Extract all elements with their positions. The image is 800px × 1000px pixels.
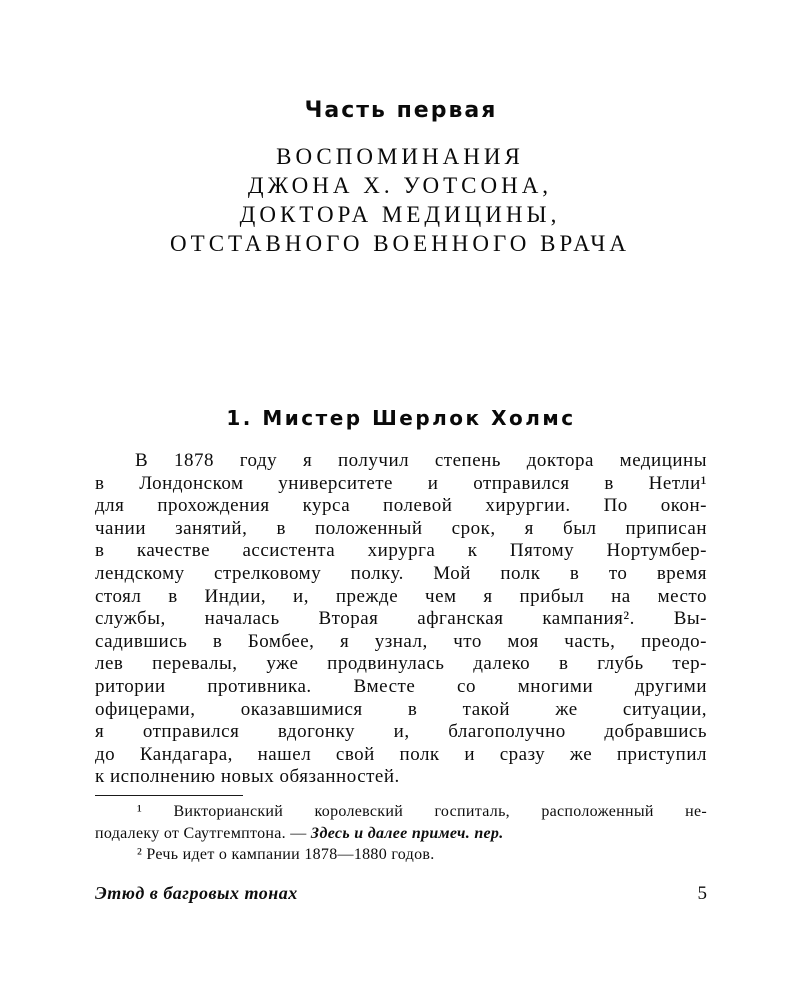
body-line: садившись в Бомбее, я узнал, что моя часть, преодо- <box>95 630 707 652</box>
subtitle-line: ОТСТАВНОГО ВОЕННОГО ВРАЧА <box>170 231 630 256</box>
memoir-subtitle <box>60 142 740 258</box>
footnotes <box>95 801 707 866</box>
page-number: 5 <box>697 883 707 904</box>
footnote-1-emphasis: Здесь и далее примеч. пер. <box>310 824 504 842</box>
part-title: Часть первая <box>304 98 498 123</box>
footnote-1-text: подалеку от Саутгемптона. — <box>95 824 311 842</box>
body-line: офицерами, оказавшимися в такой же ситуации, <box>95 698 707 720</box>
chapter-title: 1. Мистер Шерлок Холмс <box>226 406 576 430</box>
body-line: в качестве ассистента хирурга к Пятому Нортумбер- <box>95 540 707 562</box>
body-line: ритории противника. Вместе со многими другими <box>95 675 707 697</box>
body-line: для прохождения курса полевой хирургии. По окон- <box>95 495 707 517</box>
body-line: я отправился вдогонку и, благополучно добравшись <box>95 721 707 743</box>
body-line: чании занятий, в положенный срок, я был приписан <box>95 517 707 539</box>
page-footer <box>95 883 707 905</box>
body-paragraph <box>95 450 707 789</box>
footnote-1-line-2 <box>95 823 707 845</box>
footnote-rule <box>95 795 243 796</box>
body-line: В 1878 году я получил степень доктора медицины <box>135 450 707 471</box>
body-line: до Кандагара, нашел свой полк и сразу же приступил <box>95 743 707 765</box>
body-line: службы, началась Вторая афганская кампания². Вы- <box>95 608 707 630</box>
footnote-1-line-1: ¹ Викторианский королевский госпиталь, расположенный не- <box>137 803 707 820</box>
body-line: стоял в Индии, и, прежде чем я прибыл на место <box>95 585 707 607</box>
footnote-2: ² Речь идет о кампании 1878—1880 годов. <box>137 846 435 863</box>
body-line: лев перевалы, уже продвинулась далеко в глубь тер- <box>95 653 707 675</box>
body-line: к исполнению новых обязанностей. <box>95 766 400 788</box>
subtitle-line: ДЖОНА Х. УОТСОНА, <box>247 173 553 198</box>
subtitle-line: ВОСПОМИНАНИЯ <box>276 144 524 169</box>
subtitle-line: ДОКТОРА МЕДИЦИНЫ, <box>239 202 561 227</box>
body-line: в Лондонском университете и отправился в Нетли¹ <box>95 472 707 494</box>
running-title: Этюд в багровых тонах <box>95 883 298 903</box>
body-line: лендскому стрелковому полку. Мой полк в то время <box>95 562 707 584</box>
